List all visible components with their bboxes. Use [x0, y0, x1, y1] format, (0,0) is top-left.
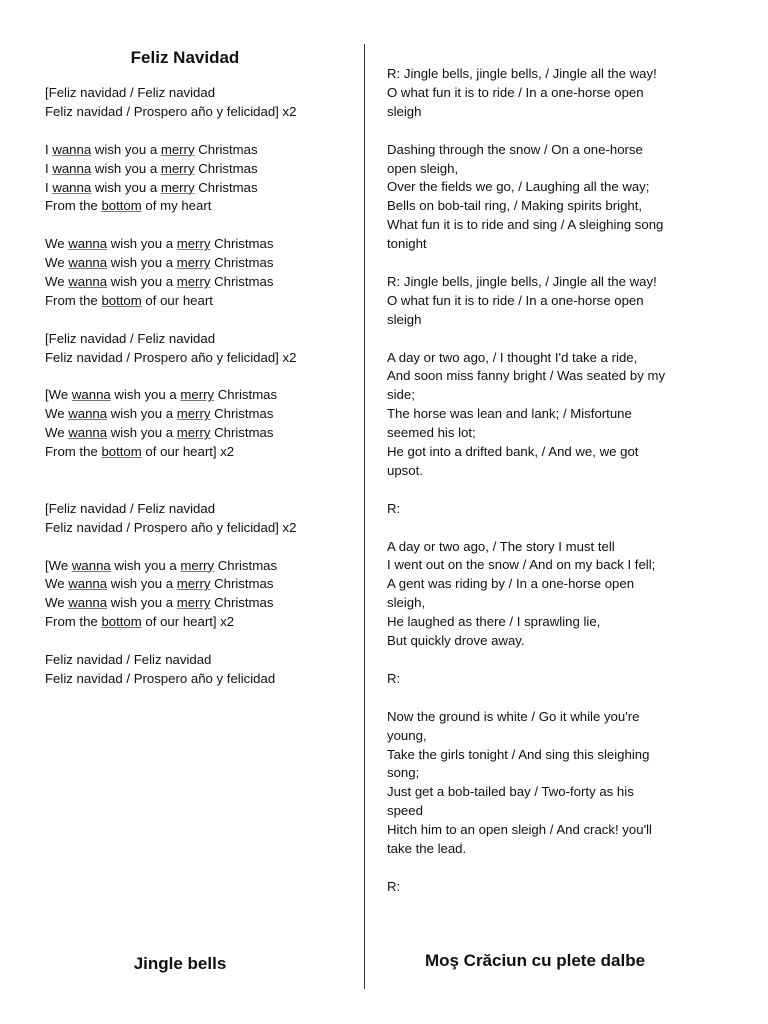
lyric-text: R: Jingle bells, jingle bells, / Jingle all the way! — [387, 273, 657, 289]
lyric-line — [45, 670, 355, 689]
lyric-text: Christmas — [210, 236, 274, 252]
lyric-line — [45, 103, 355, 122]
lyric-line — [387, 764, 687, 783]
lyric-text: Christmas — [210, 274, 274, 290]
feliz-navidad-lyrics — [45, 84, 355, 708]
lyric-text: [Feliz navidad / Feliz navidad — [45, 500, 216, 516]
lyric-text: Hitch him to an open sleigh / And crack! you'll — [387, 822, 652, 838]
lyric-line — [387, 821, 687, 840]
underlined-word: bottom — [101, 292, 142, 308]
lyric-line — [387, 273, 687, 292]
lyric-text: And soon miss fanny bright / Was seated by my — [387, 368, 666, 384]
underlined-word: bottom — [101, 614, 142, 630]
lyric-text: A day or two ago, / I thought I'd take a ride, — [387, 349, 638, 365]
lyric-line — [45, 443, 355, 462]
lyric-line — [387, 500, 687, 519]
lyric-line — [45, 141, 355, 160]
lyric-line — [45, 179, 355, 198]
lyric-text: The horse was lean and lank; / Misfortune — [387, 406, 632, 422]
lyric-text: Christmas — [210, 406, 274, 422]
lyric-text: We — [45, 274, 69, 290]
lyric-line — [387, 632, 687, 651]
lyric-text: R: — [387, 500, 401, 516]
lyric-line — [387, 292, 687, 311]
lyric-text: wish you a — [110, 387, 181, 403]
underlined-word: wanna — [52, 160, 92, 176]
lyric-text: tonight — [387, 236, 427, 252]
lyric-line — [387, 178, 687, 197]
lyric-text: Feliz navidad / Prospero año y felicidad] x2 — [45, 349, 297, 365]
underlined-word: wanna — [68, 255, 108, 271]
underlined-word: merry — [160, 141, 195, 157]
lyric-line — [387, 424, 687, 443]
stanza — [387, 349, 687, 481]
lyric-line — [45, 292, 355, 311]
lyric-line — [45, 519, 355, 538]
lyric-line — [387, 216, 687, 235]
lyric-text: upsot. — [387, 462, 423, 478]
lyric-line — [45, 254, 355, 273]
lyric-text: Feliz navidad / Prospero año y felicidad] x2 — [45, 519, 297, 535]
underlined-word: wanna — [68, 595, 108, 611]
underlined-word: wanna — [68, 236, 108, 252]
lyric-text: Dashing through the snow / On a one-horse — [387, 141, 643, 157]
lyric-text: Just get a bob-tailed bay / Two-forty as his — [387, 784, 634, 800]
lyric-line — [387, 727, 687, 746]
lyric-line — [387, 235, 687, 254]
lyric-line — [45, 330, 355, 349]
underlined-word: merry — [160, 160, 195, 176]
stanza — [387, 538, 687, 651]
jingle-bells-lyrics — [387, 65, 687, 916]
lyric-line — [387, 84, 687, 103]
lyric-text: We — [45, 236, 69, 252]
stanza — [45, 500, 355, 538]
lyric-text: [We — [45, 557, 72, 573]
lyric-text: wish you a — [107, 236, 177, 252]
lyric-line — [45, 651, 355, 670]
lyric-line — [387, 783, 687, 802]
lyric-line — [387, 708, 687, 727]
underlined-word: merry — [176, 274, 211, 290]
lyric-text: wish you a — [107, 576, 177, 592]
lyric-text: wish you a — [110, 557, 181, 573]
lyric-line — [45, 273, 355, 292]
lyric-line — [387, 65, 687, 84]
stanza — [45, 141, 355, 217]
lyric-text: Christmas — [194, 160, 258, 176]
lyric-text: From the — [45, 614, 102, 630]
lyric-text: Now the ground is white / Go it while you're — [387, 708, 640, 724]
lyric-line — [45, 500, 355, 519]
lyric-line — [387, 160, 687, 179]
underlined-word: wanna — [68, 274, 108, 290]
lyric-text: Christmas — [210, 425, 274, 441]
lyric-text: sleigh, — [387, 595, 426, 611]
lyric-text: wish you a — [107, 595, 177, 611]
lyric-text: [We — [45, 387, 72, 403]
underlined-word: wanna — [68, 406, 108, 422]
stanza — [387, 500, 687, 519]
lyric-line — [45, 160, 355, 179]
lyric-line — [45, 235, 355, 254]
lyric-text: of our heart — [141, 292, 213, 308]
lyric-line — [387, 103, 687, 122]
underlined-word: wanna — [71, 557, 111, 573]
lyric-text: O what fun it is to ride / In a one-horse open — [387, 84, 644, 100]
lyric-text: From the — [45, 292, 102, 308]
lyric-text: [Feliz navidad / Feliz navidad — [45, 330, 216, 346]
lyric-text: song; — [387, 765, 420, 781]
lyric-text: Feliz navidad / Prospero año y felicidad] x2 — [45, 103, 297, 119]
lyric-line — [45, 84, 355, 103]
lyric-line — [387, 367, 687, 386]
lyric-text: R: Jingle bells, jingle bells, / Jingle all the way! — [387, 66, 657, 81]
lyric-text: A day or two ago, / The story I must tell — [387, 538, 615, 554]
lyric-text: We — [45, 576, 69, 592]
underlined-word: wanna — [68, 425, 108, 441]
column-divider — [364, 44, 365, 989]
lyric-line — [387, 141, 687, 160]
lyric-text: What fun it is to ride and sing / A sleighing song — [387, 217, 664, 233]
lyric-text: seemed his lot; — [387, 425, 476, 441]
underlined-word: wanna — [68, 576, 108, 592]
mos-craciun-title: Moş Crăciun cu plete dalbe — [424, 951, 646, 970]
lyric-line — [45, 349, 355, 368]
underlined-word: merry — [176, 236, 211, 252]
lyric-text: wish you a — [91, 160, 161, 176]
underlined-word: wanna — [52, 179, 92, 195]
lyric-line — [45, 557, 355, 576]
lyric-line — [387, 311, 687, 330]
lyric-text: Christmas — [194, 179, 258, 195]
lyric-text: of our heart] x2 — [141, 444, 235, 460]
lyric-text: wish you a — [107, 255, 177, 271]
lyric-text: sleigh — [387, 103, 422, 119]
stanza — [387, 878, 687, 897]
lyric-text: R: — [387, 878, 401, 894]
lyric-text: He got into a drifted bank, / And we, we got — [387, 444, 639, 460]
underlined-word: bottom — [101, 444, 142, 460]
lyric-line — [387, 443, 687, 462]
lyric-text: A gent was riding by / In a one-horse open — [387, 576, 635, 592]
lyric-text: From the — [45, 198, 102, 214]
lyric-text: wish you a — [91, 179, 161, 195]
lyric-text: of my heart — [141, 198, 212, 214]
lyric-text: I — [45, 141, 53, 157]
lyric-line — [45, 197, 355, 216]
lyric-line — [45, 594, 355, 613]
lyric-text: Christmas — [214, 557, 278, 573]
lyric-line — [387, 613, 687, 632]
underlined-word: merry — [180, 387, 215, 403]
lyric-text: take the lead. — [387, 841, 467, 857]
stanza — [45, 386, 355, 462]
lyric-line — [387, 878, 687, 897]
lyric-text: [Feliz navidad / Feliz navidad — [45, 85, 216, 100]
lyric-line — [387, 197, 687, 216]
lyric-line — [387, 462, 687, 481]
stanza — [387, 141, 687, 254]
lyric-text: Feliz navidad / Prospero año y felicidad — [45, 670, 276, 686]
lyric-text: O what fun it is to ride / In a one-horse open — [387, 292, 644, 308]
lyric-line — [387, 746, 687, 765]
lyric-line — [387, 556, 687, 575]
lyric-line — [45, 575, 355, 594]
lyric-text: of our heart] x2 — [141, 614, 235, 630]
lyric-text: We — [45, 595, 69, 611]
underlined-word: bottom — [101, 198, 142, 214]
lyric-line — [387, 349, 687, 368]
lyric-line — [387, 594, 687, 613]
lyric-line — [45, 405, 355, 424]
stanza — [387, 670, 687, 689]
lyric-text: Christmas — [210, 576, 274, 592]
lyric-line — [387, 575, 687, 594]
underlined-word: merry — [160, 179, 195, 195]
stanza — [45, 84, 355, 122]
lyric-line — [387, 670, 687, 689]
lyric-text: Christmas — [210, 255, 274, 271]
feliz-navidad-title: Feliz Navidad — [130, 48, 240, 67]
lyric-line — [45, 386, 355, 405]
lyric-text: R: — [387, 670, 401, 686]
lyric-text: I — [45, 160, 53, 176]
lyric-text: Christmas — [214, 387, 278, 403]
lyric-text: side; — [387, 387, 415, 403]
lyric-text: Christmas — [194, 141, 258, 157]
lyric-text: Bells on bob-tail ring, / Making spirits bright, — [387, 198, 643, 214]
lyric-text: wish you a — [107, 274, 177, 290]
lyric-text: From the — [45, 444, 102, 460]
lyric-text: He laughed as there / I sprawling lie, — [387, 614, 601, 630]
lyric-text: Take the girls tonight / And sing this sleighing — [387, 746, 650, 762]
jingle-bells-title: Jingle bells — [133, 954, 227, 973]
underlined-word: merry — [176, 595, 211, 611]
underlined-word: merry — [176, 406, 211, 422]
lyric-line — [45, 424, 355, 443]
underlined-word: merry — [176, 255, 211, 271]
lyric-line — [387, 802, 687, 821]
lyric-text: We — [45, 425, 69, 441]
underlined-word: merry — [176, 425, 211, 441]
lyric-text: Feliz navidad / Feliz navidad — [45, 652, 212, 668]
lyric-text: wish you a — [107, 425, 177, 441]
lyric-text: But quickly drove away. — [387, 633, 525, 649]
underlined-word: merry — [176, 576, 211, 592]
lyric-text: sleigh — [387, 311, 422, 327]
lyric-text: Over the fields we go, / Laughing all the way; — [387, 179, 650, 195]
lyric-text: wish you a — [91, 141, 161, 157]
lyric-text: We — [45, 255, 69, 271]
lyric-text: open sleigh, — [387, 160, 459, 176]
lyric-line — [45, 613, 355, 632]
lyric-text: wish you a — [107, 406, 177, 422]
lyric-line — [387, 386, 687, 405]
lyric-line — [387, 405, 687, 424]
stanza — [45, 557, 355, 633]
underlined-word: merry — [180, 557, 215, 573]
stanza — [45, 235, 355, 311]
stanza — [387, 65, 687, 122]
lyric-text: We — [45, 406, 69, 422]
stanza — [45, 330, 355, 368]
stanza — [387, 273, 687, 330]
underlined-word: wanna — [71, 387, 111, 403]
lyric-text: speed — [387, 803, 423, 819]
lyric-line — [387, 840, 687, 859]
stanza — [45, 651, 355, 689]
lyric-text: I went out on the snow / And on my back I fell; — [387, 557, 656, 573]
lyric-text: young, — [387, 727, 427, 743]
stanza — [387, 708, 687, 859]
lyric-line — [387, 538, 687, 557]
underlined-word: wanna — [52, 141, 92, 157]
lyric-text: Christmas — [210, 595, 274, 611]
lyric-text: I — [45, 179, 53, 195]
